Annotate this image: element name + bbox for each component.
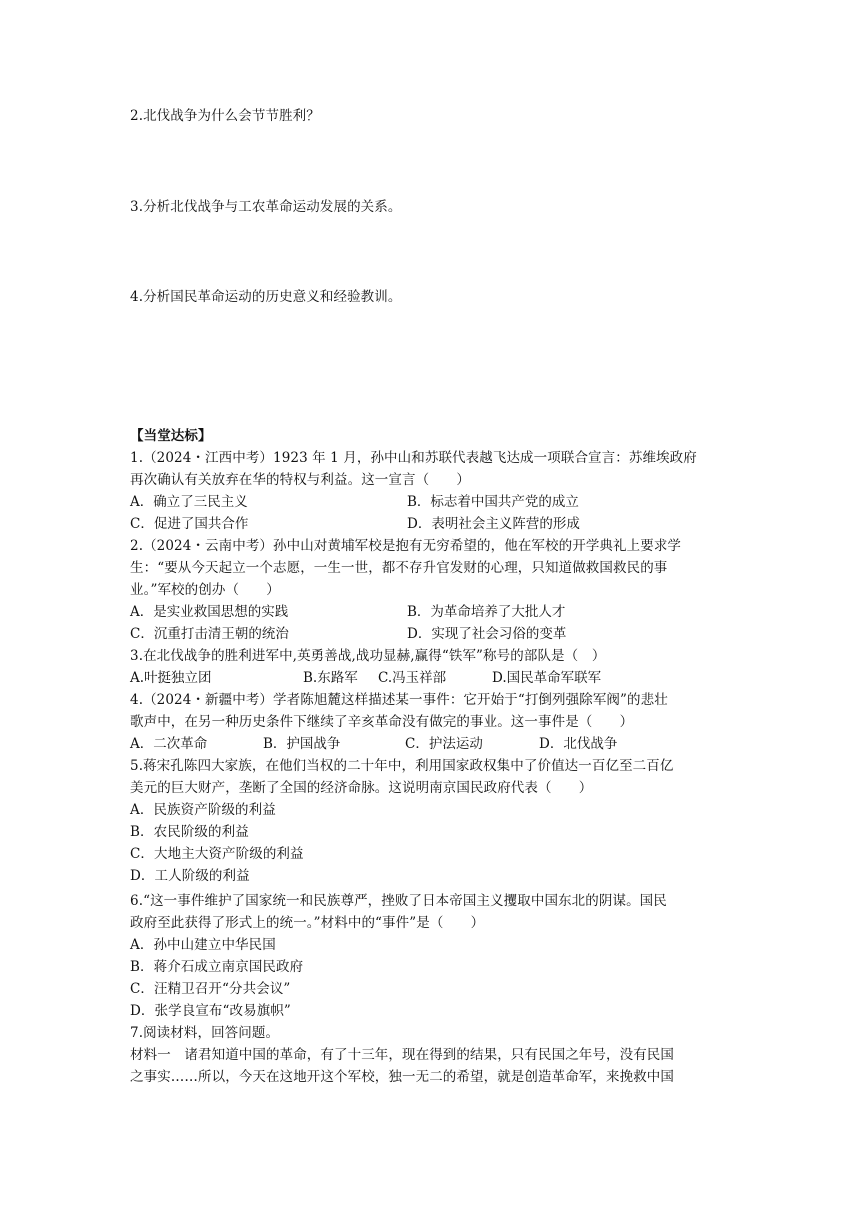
q3-option-b: B.东路军 (303, 670, 358, 686)
open-question-3: 3.分析北伐战争与工农革命运动发展的关系。 (130, 199, 402, 215)
q2-stem-line-2: 生：“要从今天起立一个志愿，一生一世，都不存升官发财的心理，只知道做救国救民的事 (130, 560, 668, 576)
q4-stem-line-2: 歌声中，在另一种历史条件下继续了辛亥革命没有做完的事业。这一事件是（ ） (130, 714, 634, 730)
q2-options-row-1 (130, 601, 730, 623)
q6-option-b: B．蒋介石成立南京国民政府 (130, 959, 304, 975)
q4-option-b: B．护国战争 (263, 736, 341, 752)
q2-option-c: C．沉重打击清王朝的统治 (130, 626, 289, 642)
q5-stem-line-2: 美元的巨大财产，垄断了全国的经济命脉。这说明南京国民政府代表（ ） (130, 780, 593, 796)
q6-option-d: D．张学良宣布“改易旗帜” (130, 1003, 291, 1019)
open-question-4: 4.分析国民革命运动的历史意义和经验教训。 (130, 289, 402, 305)
q2-option-b: B．为革命培养了大批人才 (407, 604, 566, 620)
q7-stem-line-1: 7.阅读材料，回答问题。 (130, 1025, 280, 1041)
worksheet-page (130, 0, 730, 1216)
q2-stem-line-1: 2.（2024・云南中考）孙中山对黄埔军校是抱有无穷希望的，他在军校的开学典礼上要求学 (130, 538, 682, 554)
open-question-2: 2.北伐战争为什么会节节胜利？ (130, 108, 320, 124)
q2-stem-line-3: 业。”军校的创办（ ） (130, 582, 280, 598)
q5-option-a: A．民族资产阶级的利益 (130, 802, 276, 818)
q3-stem-line-1: 3.在北伐战争的胜利进军中,英勇善战,战功显赫,赢得“铁军”称号的部队是（ ） (130, 648, 606, 664)
q6-stem-line-1: 6.“这一事件维护了国家统一和民族尊严，挫败了日本帝国主义攫取中国东北的阴谋。国民 (130, 893, 667, 909)
q5-option-d: D．工人阶级的利益 (130, 868, 250, 884)
q1-stem-line-2: 再次确认有关放弃在华的特权与利益。这一宣言（ ） (130, 472, 470, 488)
q4-stem-line-1: 4.（2024・新疆中考）学者陈旭麓这样描述某一事件：它开始于“打倒列强除军阀”的悲壮 (130, 692, 668, 708)
section-title: 【当堂达标】 (130, 428, 212, 444)
q4-option-a: A．二次革命 (130, 736, 208, 752)
q3-option-a: A.叶挺独立团 (130, 670, 212, 686)
q5-option-c: C．大地主大资产阶级的利益 (130, 846, 304, 862)
q6-option-a: A．孙中山建立中华民国 (130, 937, 276, 953)
q5-stem-line-1: 5.蒋宋孔陈四大家族，在他们当权的二十年中，利用国家政权集中了价值达一百亿至二百亿 (130, 758, 674, 774)
q4-option-c: C．护法运动 (405, 736, 483, 752)
q1-options-row-2 (130, 513, 730, 535)
q1-option-b: B．标志着中国共产党的成立 (407, 494, 579, 510)
q2-options-row-2 (130, 623, 730, 645)
q1-option-d: D．表明社会主义阵营的形成 (407, 516, 580, 532)
q7-material-line-2: 之事实……所以，今天在这地开这个军校，独一无二的希望，就是创造革命军，来挽救中国 (130, 1069, 674, 1085)
q7-material-line-1: 材料一 诸君知道中国的革命，有了十三年，现在得到的结果，只有民国之年号，没有民国 (130, 1047, 674, 1063)
q1-options-row-1 (130, 491, 730, 513)
q5-option-b: B．农民阶级的利益 (130, 824, 249, 840)
q1-option-a: A．确立了三民主义 (130, 494, 248, 510)
q6-option-c: C．汪精卫召开“分共会议” (130, 981, 291, 997)
q6-stem-line-2: 政府至此获得了形式上的统一。”材料中的“事件”是（ ） (130, 915, 485, 931)
q4-option-d: D．北伐战争 (539, 736, 618, 752)
q3-option-c: C.冯玉祥部 (378, 670, 447, 686)
q1-option-c: C．促进了国共合作 (130, 516, 249, 532)
q4-options-row (130, 733, 730, 755)
q2-option-a: A．是实业救国思想的实践 (130, 604, 289, 620)
q1-stem-line-1: 1.（2024・江西中考）1923 年 1 月，孙中山和苏联代表越飞达成一项联合宣言：苏维埃政府 (130, 450, 697, 466)
q3-options-row (130, 667, 730, 689)
q3-option-d: D.国民革命军联军 (492, 670, 602, 686)
q2-option-d: D．实现了社会习俗的变革 (407, 626, 567, 642)
